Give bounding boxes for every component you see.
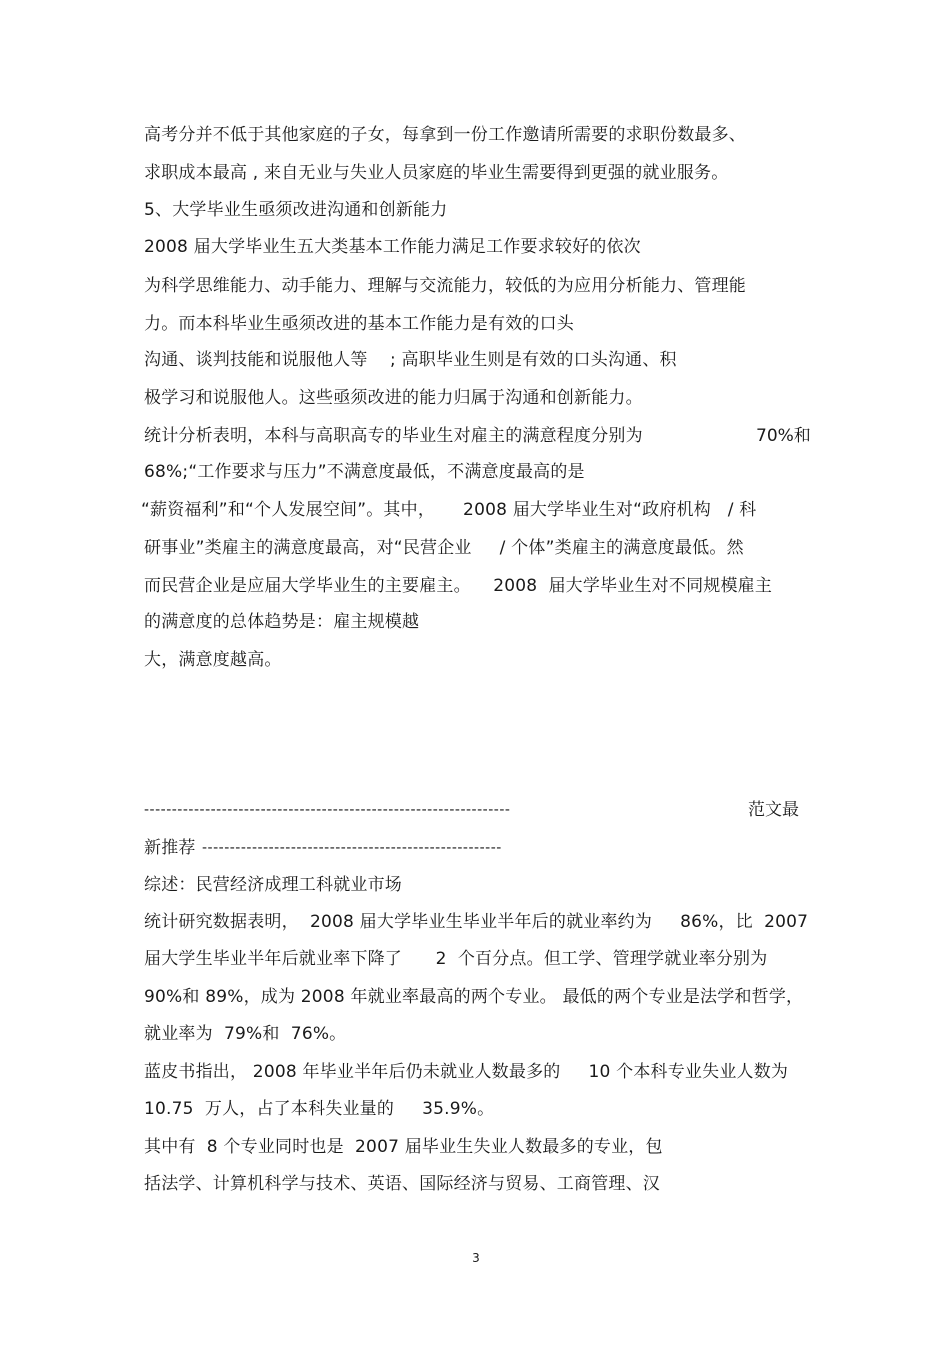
section-heading: 综述：民营经济成理工科就业市场 <box>144 875 402 895</box>
paragraph-line: 的满意度的总体趋势是：雇主规模越 <box>144 612 420 632</box>
separator-dashes: ------------------------------------------------------------------ <box>144 802 511 818</box>
section-heading: 5、大学毕业生亟须改进沟通和创新能力 <box>144 200 448 220</box>
paragraph-line: 而民营企业是应届大学毕业生的主要雇主。 2008 届大学毕业生对不同规模雇主 <box>144 576 773 596</box>
paragraph-line: 沟通、谈判技能和说服他人等 ; 高职毕业生则是有效的口头沟通、积 <box>144 350 677 370</box>
recommend-label-continued: 新推荐 <box>144 838 196 858</box>
recommend-label: 范文最 <box>748 800 799 820</box>
paragraph-line: 2008 届大学毕业生五大类基本工作能力满足工作要求较好的依次 <box>144 237 641 257</box>
paragraph-line: 高考分并不低于其他家庭的子女，每拿到一份工作邀请所需要的求职份数最多、 <box>144 125 746 145</box>
paragraph-line: 括法学、计算机科学与技术、英语、国际经济与贸易、工商管理、汉 <box>144 1174 660 1194</box>
paragraph-line: 蓝皮书指出， 2008 年毕业半年后仍未就业人数最多的 10 个本科专业失业人数为 <box>144 1062 789 1082</box>
paragraph-line: 68%;“工作要求与压力”不满意度最低，不满意度最高的是 <box>144 462 585 482</box>
paragraph-line: 求职成本最高 , 来自无业与失业人员家庭的毕业生需要得到更强的就业服务。 <box>144 163 729 183</box>
paragraph-line: 大，满意度越高。 <box>144 650 282 670</box>
paragraph-line: 统计分析表明，本科与高职高专的毕业生对雇主的满意程度分别为 <box>144 426 643 446</box>
paragraph-line: 90%和 89%，成为 2008 年就业率最高的两个专业。 最低的两个专业是法学和哲学， <box>144 987 804 1007</box>
paragraph-line: 统计研究数据表明， 2008 届大学毕业生毕业半年后的就业率约为 86%，比 2007 <box>144 912 809 932</box>
paragraph-line: 届大学生毕业半年后就业率下降了 2 个百分点。但工学、管理学就业率分别为 <box>144 949 768 969</box>
paragraph-line: 研事业”类雇主的满意度最高，对“民营企业 / 个体”类雇主的满意度最低。然 <box>144 538 744 558</box>
paragraph-line: 就业率为 79%和 76%。 <box>144 1024 347 1044</box>
paragraph-line: 为科学思维能力、动手能力、理解与交流能力，较低的为应用分析能力、管理能 <box>144 276 746 296</box>
paragraph-line: 极学习和说服他人。这些亟须改进的能力归属于沟通和创新能力。 <box>144 388 643 408</box>
paragraph-line-value: 70%和 <box>756 426 811 446</box>
separator-dashes: ------------------------------------------------------ <box>202 840 502 856</box>
paragraph-line: 10.75 万人，占了本科失业量的 35.9%。 <box>144 1099 495 1119</box>
paragraph-line: 其中有 8 个专业同时也是 2007 届毕业生失业人数最多的专业，包 <box>144 1137 663 1157</box>
page-number: 3 <box>472 1251 480 1265</box>
paragraph-line: “薪资福利”和“个人发展空间”。其中， 2008 届大学毕业生对“政府机构 / 科 <box>141 500 757 520</box>
paragraph-line: 力。而本科毕业生亟须改进的基本工作能力是有效的口头 <box>144 314 574 334</box>
